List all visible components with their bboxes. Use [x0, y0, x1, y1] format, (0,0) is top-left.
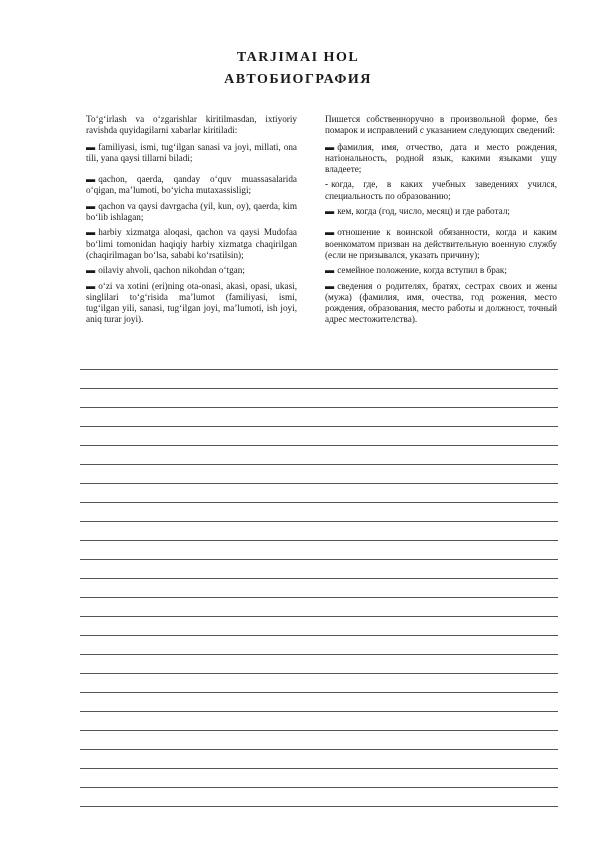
dash-icon: ▬: [86, 227, 96, 238]
writing-line: [80, 806, 558, 807]
instruction-item: ▬ отношение к воинской обязанности, когда и каким военкоматом призван на действительную военную службу (если не призывался, указать причину);: [325, 227, 557, 260]
dash-icon: ▬: [325, 227, 335, 238]
writing-line: [80, 369, 558, 370]
title-uzbek: TARJIMAI HOL: [236, 50, 360, 65]
writing-line: [80, 445, 558, 446]
writing-line: [80, 711, 558, 712]
instruction-item: ▬ qachon, qaerda, qanday o‘quv muassasalarida o‘qigan, ma’lumoti, bo‘yicha mutaxassisligi;: [86, 174, 297, 196]
writing-line: [80, 407, 558, 408]
dash-icon: ▬: [86, 265, 96, 276]
writing-line: [80, 502, 558, 503]
dash-icon: ▬: [86, 200, 96, 211]
writing-line: [80, 730, 558, 731]
writing-line: [80, 388, 558, 389]
intro-uzbek: To‘g‘irlash va o‘zgarishlar kiritilmasdan, ixtiyoriy ravishda quyidagilarni xabarlar kiritiladi:: [86, 114, 297, 136]
instruction-item: ▬ harbiy xizmatga aloqasi, qachon va qaysi Mudofaa bo‘limi tomonidan haqiqiy harbiy xizmatga chaqirilgan (chaqirilmagan bo‘lsa, sababi ko‘rsatilsin);: [86, 227, 297, 260]
dash-icon: ▬: [86, 280, 96, 291]
writing-line: [80, 749, 558, 750]
dash-icon: ▬: [325, 206, 335, 217]
instruction-item: ▬ фамилия, имя, отчество, дата и место рождения, натіональность, родной язык, какими языками ущу владеете;: [325, 141, 557, 175]
writing-line: [80, 578, 558, 579]
writing-line: [80, 768, 558, 769]
dash-icon: ▬: [86, 174, 96, 185]
dash-icon: ▬: [86, 141, 96, 152]
writing-line: [80, 426, 558, 427]
writing-line: [80, 673, 558, 674]
instructions-uzbek: [86, 114, 297, 330]
writing-line: [80, 597, 558, 598]
writing-line: [80, 616, 558, 617]
dash-icon: ▬: [325, 265, 335, 276]
writing-line: [80, 692, 558, 693]
title-russian: АВТОБИОГРАФИЯ: [224, 72, 372, 87]
instruction-item: ▬ o‘zi va xotini (eri)ning ota-onasi, akasi, opasi, ukasi, singlilari to‘g‘risida ma’lumot (familiyasi, ismi, tug‘ilgan yili, sanasi, tug‘ilgan joyi, ma’lumoti, ish joyi, aniq turar joyi).: [86, 280, 297, 325]
writing-line: [80, 654, 558, 655]
instruction-item: ▬ oilaviy ahvoli, qachon nikohdan o‘tgan;: [86, 265, 245, 276]
dash-icon: ▬: [325, 280, 335, 291]
instruction-item: ▬ сведения о родителях, братях, сестрах своих и жены (мужа) (фамилия, имя, очества, год рожения, место рождения, образования, место работы и должност, точный адрес местожителства).: [325, 280, 557, 325]
intro-russian: Пишется собственноручно в произвольной форме, без помарок и исправлений с указанием следующих сведений:: [325, 114, 557, 136]
instruction-item: ▬ qachon va qaysi davrgacha (yil, kun, oy), qaerda, kim bo‘lib ishlagan;: [86, 200, 297, 223]
writing-line: [80, 483, 558, 484]
writing-line: [80, 540, 558, 541]
writing-lines: [80, 369, 558, 825]
instruction-item: - когда, где, в каких учебных заведениях учился, специальность по образованию;: [325, 179, 557, 201]
writing-line: [80, 464, 558, 465]
instruction-item: ▬ кем, когда (год, число, месяц) и где работал;: [325, 206, 510, 217]
writing-line: [80, 787, 558, 788]
writing-line: [80, 559, 558, 560]
dash-icon: -: [325, 179, 329, 190]
writing-line: [80, 521, 558, 522]
instruction-item: ▬ familiyasi, ismi, tug‘ilgan sanasi va joyi, millati, ona tili, yana qaysi tillarni biladi;: [86, 141, 297, 163]
instructions-russian: [325, 114, 557, 330]
dash-icon: ▬: [325, 141, 335, 152]
writing-line: [80, 635, 558, 636]
instruction-item: ▬ семейное положение, когда вступил в брак;: [325, 265, 507, 276]
